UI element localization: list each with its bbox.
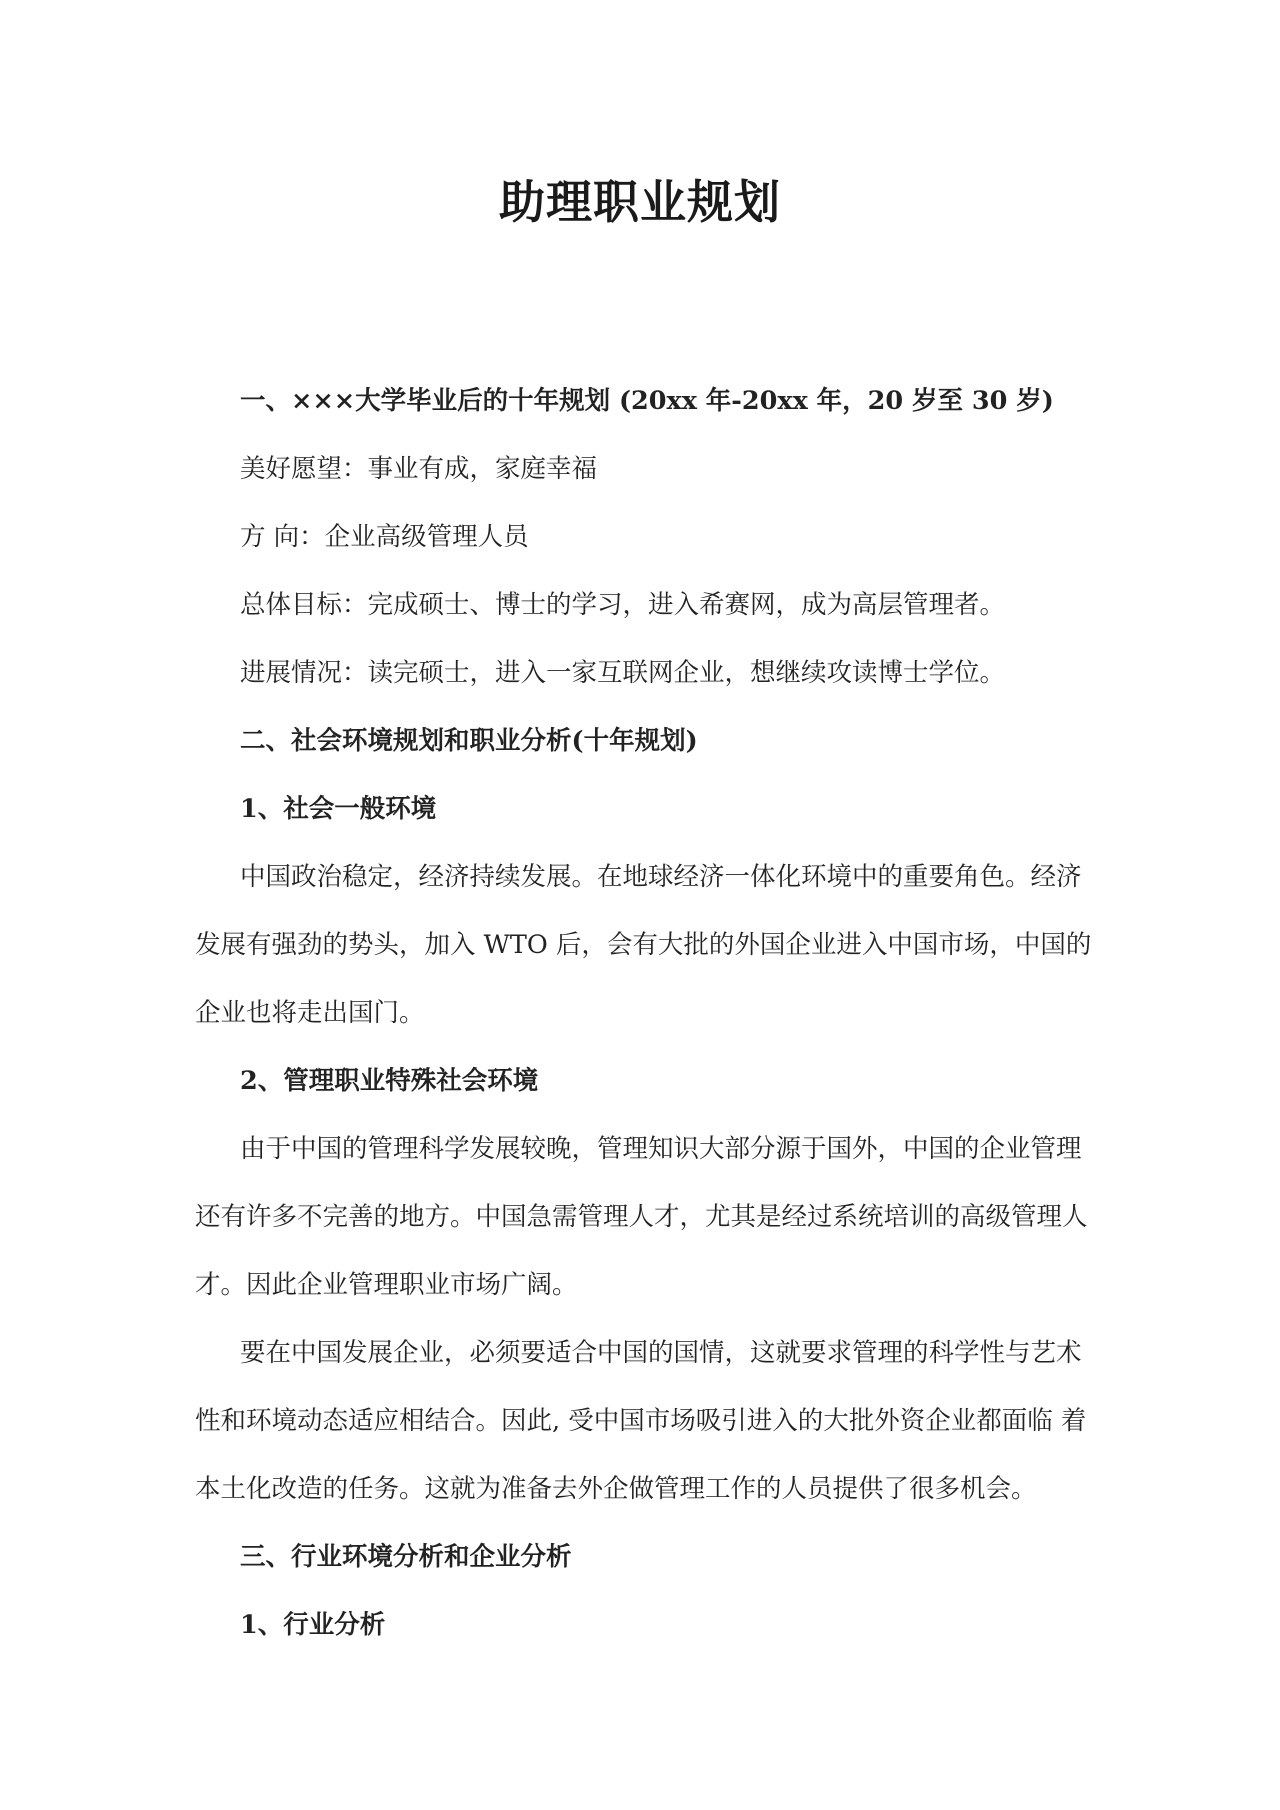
paragraph-general-environment (195, 843, 1095, 1047)
section-heading-3: 三、行业环境分析和企业分析 (240, 1542, 572, 1572)
text-line: 还有许多不完善的地方。中国急需管理人才，尤其是经过系统培训的高级管理人 (195, 1202, 1088, 1232)
text-line: 中国政治稳定，经济持续发展。在地球经济一体化环境中的重要角色。经济 (240, 862, 1082, 892)
subsection-heading-2-1: 1、社会一般环境 (240, 794, 437, 824)
text-line: 发展有强劲的势头，加入 WTO 后，会有大批的外国企业进入中国市场，中国的 (195, 930, 1092, 960)
document-body (195, 367, 1095, 1659)
text-line: 要在中国发展企业，必须要适合中国的国情，这就要求管理的科学性与艺术 (240, 1338, 1082, 1368)
subsection-heading-2-2: 2、管理职业特殊社会环境 (240, 1066, 539, 1096)
paragraph-wish: 美好愿望：事业有成，家庭幸福 (240, 454, 598, 484)
text-line: 企业也将走出国门。 (195, 998, 425, 1028)
paragraph-progress: 进展情况：读完硕士，进入一家互联网企业，想继续攻读博士学位。 (240, 658, 1006, 688)
text-line: 性和环境动态适应相结合。因此, 受中国市场吸引进入的大批外资企业都面临 着 (195, 1406, 1087, 1436)
paragraph-direction: 方 向：企业高级管理人员 (240, 522, 529, 552)
document-title: 助理职业规划 (499, 175, 781, 229)
section-heading-1: 一、×××大学毕业后的十年规划 (20xx 年-20xx 年，20 岁至 30 岁) (240, 386, 1054, 416)
paragraph-goal: 总体目标：完成硕士、博士的学习，进入希赛网，成为高层管理者。 (240, 590, 1006, 620)
text-line: 本土化改造的任务。这就为准备去外企做管理工作的人员提供了很多机会。 (195, 1474, 1037, 1504)
section-heading-2: 二、社会环境规划和职业分析(十年规划) (240, 726, 698, 756)
text-line: 才。因此企业管理职业市场广阔。 (195, 1270, 578, 1300)
paragraph-localization (195, 1319, 1095, 1523)
subsection-heading-3-1: 1、行业分析 (240, 1610, 386, 1640)
text-line: 由于中国的管理科学发展较晚，管理知识大部分源于国外，中国的企业管理 (240, 1134, 1082, 1164)
paragraph-management-environment (195, 1115, 1095, 1319)
